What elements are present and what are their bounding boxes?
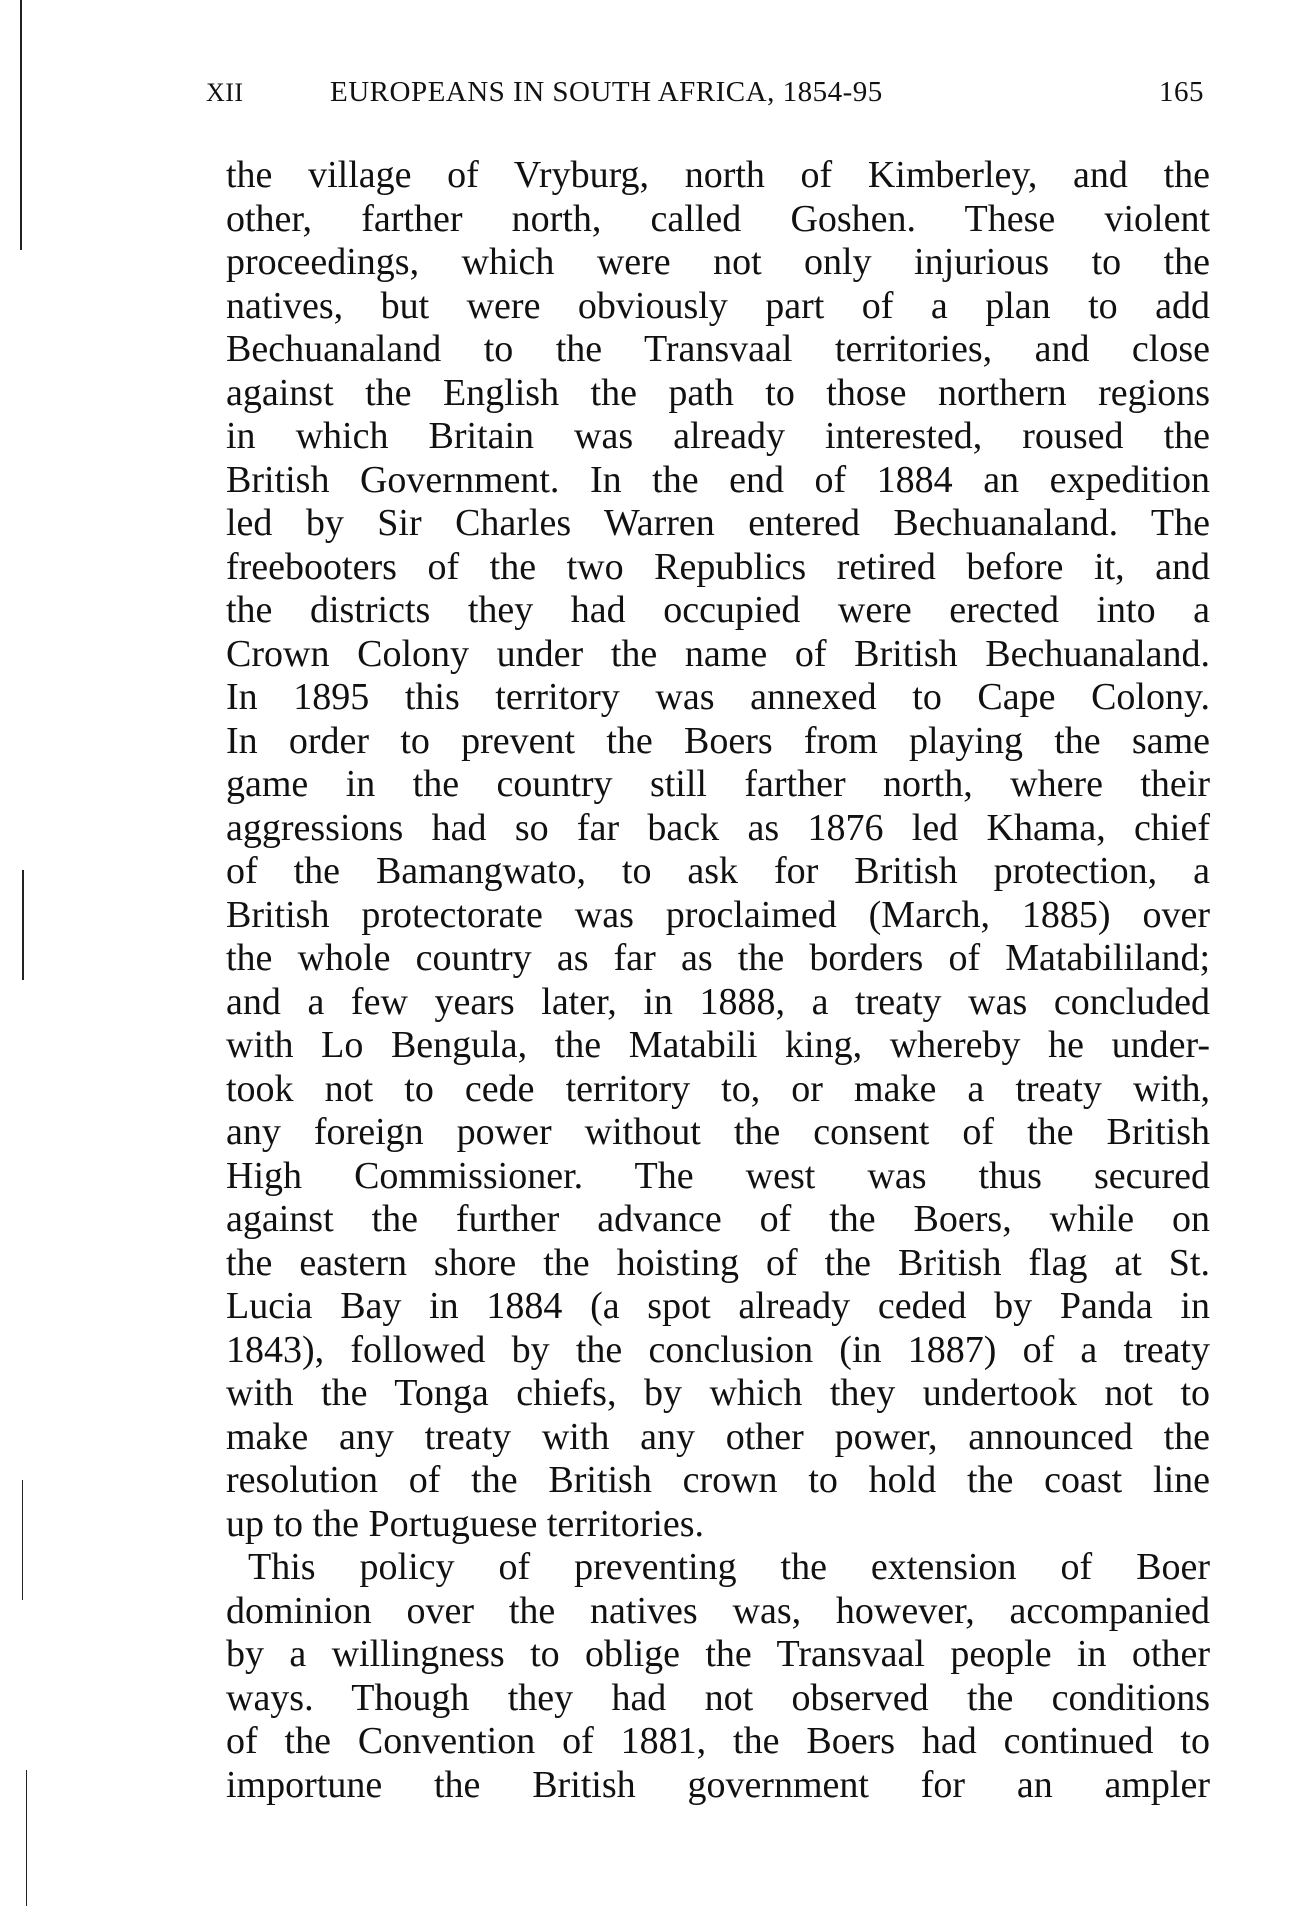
text-line: other, farther north, called Goshen. These violent xyxy=(226,197,1210,240)
text-line: of the Convention of 1881, the Boers had continued to xyxy=(226,1720,1210,1762)
text-line: ways. Though they had not observed the conditions xyxy=(226,1676,1210,1719)
text-line: importune the British government for an ampler xyxy=(226,1763,1210,1806)
text-line: freebooters of the two Republics retired before it, and xyxy=(226,545,1210,588)
left-margin-rule-middle xyxy=(22,870,24,980)
text-line: against the English the path to those northern regions xyxy=(226,371,1210,414)
text-line: of the Bamangwato, to ask for British protection, a xyxy=(226,850,1210,892)
left-margin-rule-top xyxy=(20,0,22,250)
text-line: up to the Portuguese territories. xyxy=(226,1502,705,1545)
text-line: the village of Vryburg, north of Kimberley, and the xyxy=(226,154,1210,196)
text-line: proceedings, which were not only injurious to the xyxy=(226,241,1210,283)
body-text xyxy=(226,154,1210,1807)
paragraph-2 xyxy=(226,1546,1210,1807)
text-line: in which Britain was already interested, roused the xyxy=(226,415,1210,457)
text-line: aggressions had so far back as 1876 led Khama, chief xyxy=(226,806,1210,849)
left-margin-rule-lower xyxy=(22,1480,23,1600)
paragraph-1 xyxy=(226,154,1210,1546)
text-line: any foreign power without the consent of the British xyxy=(226,1111,1210,1153)
text-line: with the Tonga chiefs, by which they undertook not to xyxy=(226,1372,1210,1414)
text-line: the whole country as far as the borders of Matabililand; xyxy=(226,937,1210,979)
text-line: Bechuanaland to the Transvaal territories, and close xyxy=(226,328,1210,370)
text-line: game in the country still farther north, where their xyxy=(226,763,1210,805)
text-line: resolution of the British crown to hold the coast line xyxy=(226,1459,1210,1501)
text-line: with Lo Bengula, the Matabili king, whereby he under- xyxy=(226,1024,1210,1066)
text-line: British Government. In the end of 1884 an expedition xyxy=(226,458,1210,501)
chapter-number: XII xyxy=(206,78,244,107)
text-line: make any treaty with any other power, announced the xyxy=(226,1415,1210,1458)
text-line: led by Sir Charles Warren entered Bechuanaland. The xyxy=(226,502,1210,544)
text-line: against the further advance of the Boers, while on xyxy=(226,1198,1210,1240)
text-line: In order to prevent the Boers from playing the same xyxy=(226,719,1210,762)
text-line: In 1895 this territory was annexed to Cape Colony. xyxy=(226,676,1210,718)
text-line: 1843), followed by the conclusion (in 1887) of a treaty xyxy=(226,1328,1210,1371)
running-title: EUROPEANS IN SOUTH AFRICA, 1854-95 xyxy=(330,76,883,108)
left-margin-rule-bottom xyxy=(26,1770,27,1906)
text-line: dominion over the natives was, however, accompanied xyxy=(226,1589,1210,1632)
text-line: and a few years later, in 1888, a treaty was concluded xyxy=(226,980,1210,1023)
text-line: Lucia Bay in 1884 (a spot already ceded by Panda in xyxy=(226,1285,1210,1327)
text-line: This policy of preventing the extension of Boer xyxy=(248,1546,1210,1588)
text-line: British protectorate was proclaimed (March, 1885) over xyxy=(226,893,1210,936)
text-line: Crown Colony under the name of British Bechuanaland. xyxy=(226,632,1210,675)
text-line: the eastern shore the hoisting of the British flag at St. xyxy=(226,1241,1210,1284)
page-header xyxy=(206,72,1204,116)
text-line: by a willingness to oblige the Transvaal people in other xyxy=(226,1633,1210,1675)
page-number: 165 xyxy=(1159,76,1204,108)
text-line: the districts they had occupied were erected into a xyxy=(226,589,1210,631)
text-line: natives, but were obviously part of a plan to add xyxy=(226,284,1210,327)
text-line: High Commissioner. The west was thus secured xyxy=(226,1154,1210,1197)
text-line: took not to cede territory to, or make a treaty with, xyxy=(226,1067,1210,1110)
